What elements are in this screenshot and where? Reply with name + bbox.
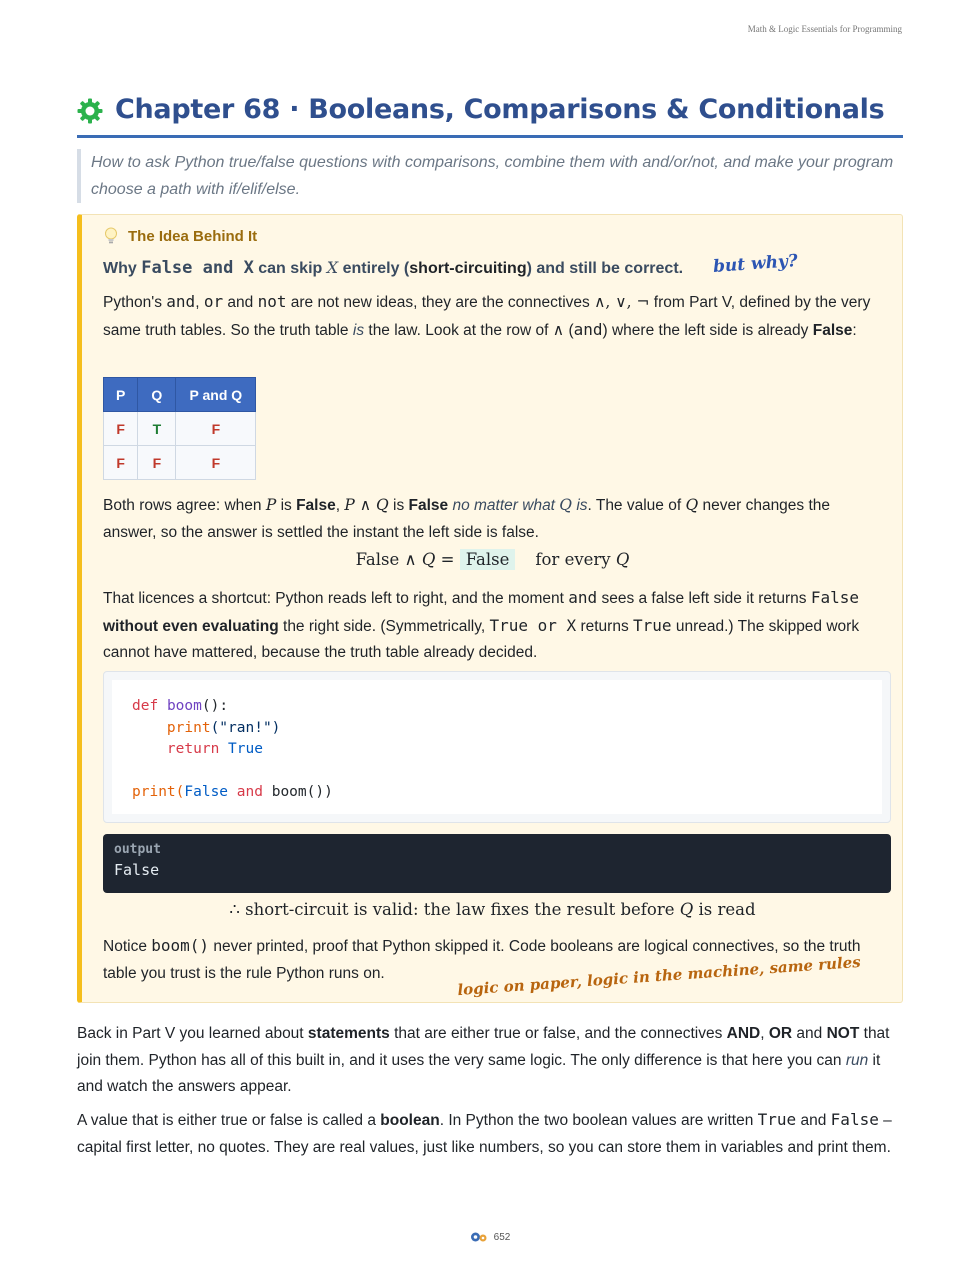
table-cell: F (104, 446, 138, 480)
chapter-title (77, 92, 903, 138)
highlighted-result: False (460, 549, 516, 570)
therefore-equation: ∴ short-circuit is valid: the law fixes the result before Q is read (229, 900, 756, 919)
callout-header (104, 227, 257, 245)
callout-question: Why False and X can skip X entirely (short-circuiting) and still be correct. (103, 258, 684, 278)
lightbulb-icon (104, 227, 118, 245)
truth-table-header (104, 378, 256, 412)
body-paragraph-boolean: A value that is either true or false is called a boolean. In Python the two boolean values are written True and False – capital first letter, no quotes. They are real values, just like numbers, so you can store them in variables and print them. (77, 1110, 892, 1156)
gear-icon (77, 98, 103, 124)
header-cell: P (104, 378, 138, 412)
page-footer (0, 1231, 980, 1243)
table-cell: F (104, 412, 138, 446)
intro-paragraph: Python's and, or and not are not new ideas, they are the connectives ∧, ∨, ¬ from Part V, defined by the very same truth tables. So the truth table is the law. Look at the row of ∧ (and) where the left side is already False: (103, 292, 871, 339)
output-block (103, 834, 891, 893)
header-cell: Q (138, 378, 176, 412)
page-number: 652 (493, 1231, 511, 1243)
header-cell: P and Q (176, 378, 256, 412)
truth-table (103, 377, 256, 480)
table-cell: F (176, 446, 256, 480)
callout-heading: The Idea Behind It (128, 227, 258, 245)
code-content: def boom(): print("ran!") return True print(False and boom()) (112, 680, 882, 814)
gears-logo-icon (470, 1231, 488, 1243)
running-head: Math & Logic Essentials for Programming (747, 24, 902, 34)
code-block (103, 671, 891, 823)
chapter-subtitle: How to ask Python true/false questions with comparisons, combine them with and/or/not, and make your program choose a path with if/elif/else. (77, 149, 903, 203)
table-row (104, 446, 256, 480)
output-value: False (114, 861, 160, 879)
display-equation: False ∧ Q = False for every Q (355, 550, 630, 569)
table-cell: T (138, 412, 176, 446)
page-title: Chapter 68 · Booleans, Comparisons & Conditionals (115, 94, 885, 125)
notice-paragraph: Notice boom() never printed, proof that Python skipped it. Code booleans are logical connectives, so the truth table you trust is the rule Python runs on. (103, 936, 861, 982)
rows-agree-paragraph: Both rows agree: when P is False, P ∧ Q is False no matter what Q is. The value of Q never changes the answer, so the answer is settled the instant the left side is false. (103, 496, 831, 541)
body-paragraph-statements: Back in Part V you learned about statements that are either true or false, and the connectives AND, OR and NOT that join them. Python has all of this built in, and it uses the very same logic. The only difference is that here you can run it and watch the answers appear. (77, 1025, 890, 1095)
table-row (104, 412, 256, 446)
table-cell: F (138, 446, 176, 480)
margin-note-logic: logic on paper, logic in the machine, same rules (456, 952, 862, 1000)
shortcut-paragraph: That licences a shortcut: Python reads left to right, and the moment and sees a false left side it returns False without even evaluating the right side. (Symmetrically, True or X returns True unread.) The skipped work cannot have mattered, because the truth table already decided. (103, 588, 860, 661)
margin-note-why: but why? (712, 251, 799, 277)
output-label: output (114, 842, 161, 857)
idea-callout (77, 214, 903, 1003)
table-cell: F (176, 412, 256, 446)
